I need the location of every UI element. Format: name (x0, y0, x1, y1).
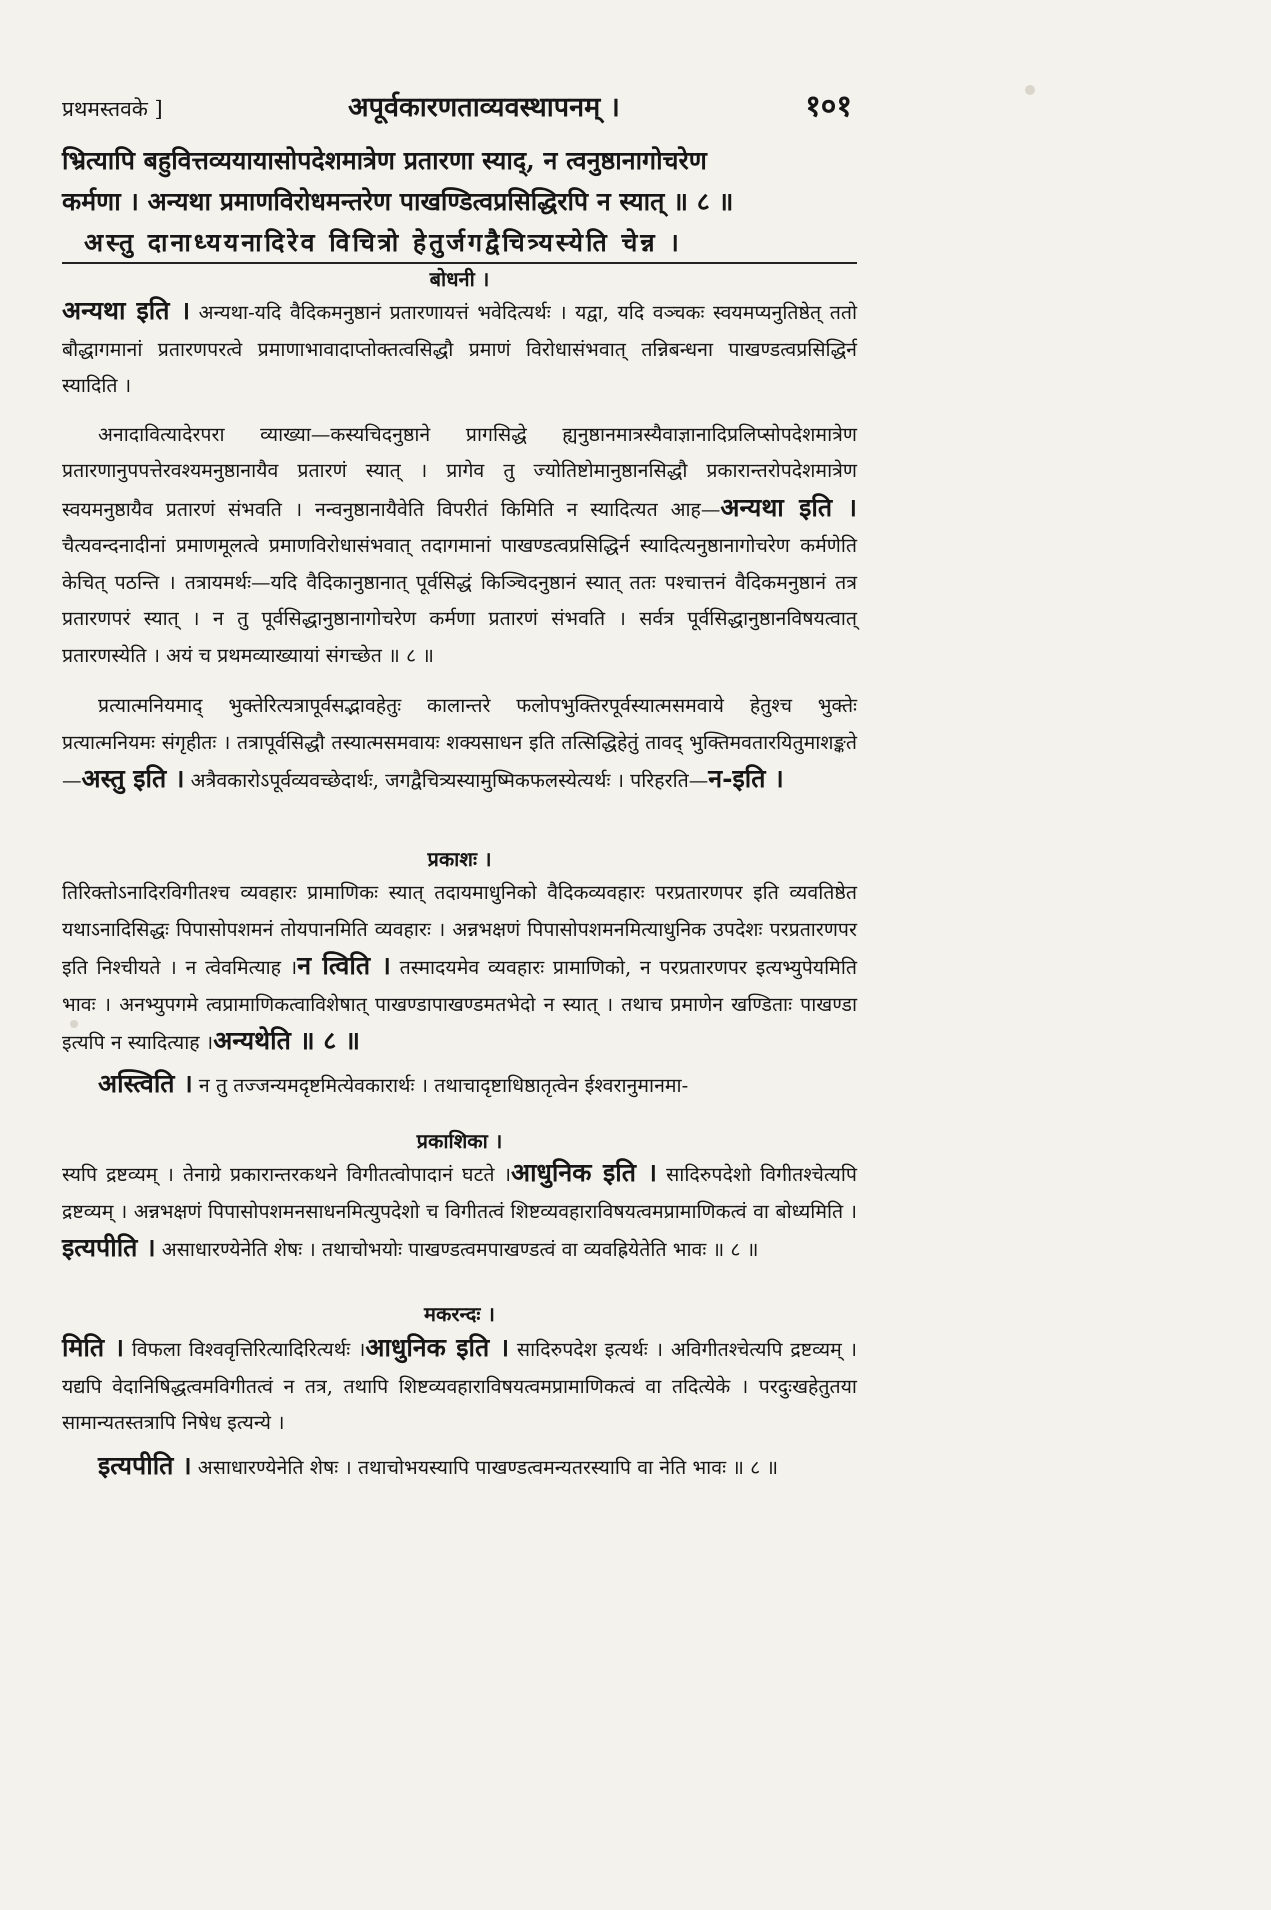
lemma: अन्यथा इति । (720, 492, 857, 522)
lemma: मिति । (62, 1333, 124, 1362)
commentary-paragraph: अस्त्विति । न तु तज्जन्यमदृष्टमित्येवकारार्थः । तथाचादृष्टाधिष्ठातृत्वेन ईश्वरानुमानमा- (98, 1068, 689, 1098)
lemma: न-इति । (708, 764, 784, 793)
commentary-paragraph: इत्यपीति । असाधारण्येनेति शेषः । तथाचोभयस्यापि पाखण्डत्वमन्यतरस्यापि वा नेति भावः ॥ ८ ॥ (98, 1450, 779, 1480)
commentary-paragraph: तिरिक्तोऽनादिरविगीतश्च व्यवहारः प्रामाणिकः स्यात् तदायमाधुनिको वैदिकव्यवहारः परप्रतारणपर इति व्यवतिष्ठेत यथाऽनादिसिद्धः पिपासोपशमनं तोयपानमिति व्यवहारः । अन्नभक्षणं पिपासोपशमनमित्याधुनिक उपदेशः परप्रतारणपर इति निश्चीयते । न त्वेवमित्याह ।न त्विति । तस्मादयमेव व्यवहारः प्रामाणिको, न परप्रतारणपर इत्यभ्युपेयमिति भावः । अनभ्युपगमे त्वप्रामाणिकत्वाविशेषात् पाखण्डापाखण्डमतभेदो न स्यात् । तथाच प्रमाणेन खण्डिताः पाखण्डा इत्यपि न स्यादित्याह ।अन्यथेति ॥ ८ ॥ (62, 881, 857, 1055)
prakashika-commentary (62, 1155, 857, 1269)
lemma: अस्त्विति । (98, 1068, 193, 1098)
prakashika-heading: प्रकाशिका । (416, 1129, 503, 1153)
lemma: आधुनिक इति । (510, 1158, 658, 1187)
paper-spot (1025, 85, 1035, 95)
makaranda-commentary (62, 1330, 857, 1486)
commentary-paragraph: अन्यथा इति । अन्यथा-यदि वैदिकमनुष्ठानं प्रतारणायत्तं भवेदित्यर्थः । यद्वा, यदि वञ्चकः स्वयमप्यनुतिष्ठेत् ततो बौद्धागमानां प्रतारणपरत्वे प्रमाणाभावादाप्तोक्तत्वसिद्धौ प्रमाणं विरोधासंभवात् तन्निबन्धना पाखण्डत्वप्रसिद्धिर्न स्यादिति । (62, 296, 857, 397)
section-divider (62, 262, 857, 264)
lemma: अन्यथेति ॥ ८ ॥ (213, 1026, 360, 1055)
prakasha-heading: प्रकाशः । (427, 847, 492, 871)
commentary-paragraph: अनादावित्यादेरपरा व्याख्या—कस्यचिदनुष्ठाने प्रागसिद्धे ह्यनुष्ठानमात्रस्यैवाज्ञानादिप्रलिप्सोपदेशमात्रेण प्रतारणानुपपत्तेरवश्यमनुष्ठानायैव प्रतारणं स्यात् । प्रागेव तु ज्योतिष्टोमानुष्ठानसिद्धौ प्रकारान्तरोपदेशमात्रेण स्वयमनुष्ठायैव प्रतारणं संभवति । नन्वनुष्ठानायैवेति विपरीतं किमिति न स्यादित्यत आह—अन्यथा इति । चैत्यवन्दनादीनां प्रमाणमूलत्वे प्रमाणविरोधासंभवात् तदागमानां पाखण्डत्वप्रसिद्धिर्न स्यादित्यनुष्ठानागोचरेण कर्मणेति केचित् पठन्ति । तत्रायमर्थः—यदि वैदिकानुष्ठानात् पूर्वसिद्धं किञ्चिदनुष्ठानं स्यात् ततः पश्चात्तनं वैदिकमनुष्ठानं तत्र प्रतारणपरं स्यात् । न तु पूर्वसिद्धानुष्ठानागोचरेण कर्मणा प्रतारणं संभवति । सर्वत्र पूर्वसिद्धानुष्ठानविषयत्वात् प्रतारणस्येति । अयं च प्रथमव्याख्यायां संगच्छेत ॥ ८ ॥ (62, 422, 857, 667)
commentary-paragraph: प्रत्यात्मनियमाद् भुक्तेरित्यत्रापूर्वसद्भावहेतुः कालान्तरे फलोपभुक्तिरपूर्वस्यात्मसमवाये हेतुश्च भुक्तेः प्रत्यात्मनियमः संगृहीतः । तत्रापूर्वसिद्धौ तस्यात्मसमवायः शक्यसाधन इति तत्सिद्धिहेतुं तावद् भुक्तिमवतारयितुमाशङ्कते—अस्तु इति । अत्रैवकारोऽपूर्वव्यवच्छेदार्थः, जगद्वैचित्र्यस्यामुष्मिकफलस्येत्यर्थः । परिहरति—न-इति । (62, 694, 857, 793)
chapter-label: प्रथमस्तवके ] (62, 97, 163, 121)
page-number: १०१ (805, 89, 852, 124)
lemma: न त्विति । (297, 951, 391, 980)
root-text (62, 140, 862, 263)
lemma: अन्यथा इति । (62, 296, 191, 325)
root-text-line: कर्मणा । अन्यथा प्रमाणविरोधमन्तरेण पाखण्डित्वप्रसिद्धिरपि न स्यात् ॥ ८ ॥ (62, 187, 734, 216)
commentary-paragraph: मिति । विफला विश्ववृत्तिरित्यादिरित्यर्थः ।आधुनिक इति । सादिरुपदेश इत्यर्थः । अविगीतश्चेत्यपि द्रष्टव्यम् । यद्यपि वेदानिषिद्धत्वमविगीतत्वं न तत्र, तथापि शिष्टव्यवहाराविषयत्वमप्रामाणिकत्वं वा तदित्येके । परदुःखहेतुतया सामान्यतस्तत्रापि निषेध इत्यन्ये । (62, 1333, 858, 1434)
running-header (62, 84, 852, 125)
prakasha-commentary (62, 875, 857, 1104)
root-text-line: अस्तु दानाध्ययनादिरेव विचित्रो हेतुर्जगद्वैचित्र्यस्येति चेन्न । (84, 228, 682, 257)
bodhani-commentary (62, 293, 857, 800)
bodhani-heading: बोधनी । (429, 267, 490, 291)
lemma: अस्तु इति । (81, 764, 185, 793)
root-text-line: भ्रित्यापि बहुवित्तव्ययायासोपदेशमात्रेण प्रतारणा स्याद्, न त्वनुष्ठानागोचरेण (62, 146, 707, 175)
lemma: इत्यपीति । (62, 1233, 156, 1262)
commentary-paragraph: स्यपि द्रष्टव्यम् । तेनाग्रे प्रकारान्तरकथने विगीतत्वोपादानं घटते ।आधुनिक इति । सादिरुपदेशो विगीतश्चेत्यपि द्रष्टव्यम् । अन्नभक्षणं पिपासोपशमनसाधनमित्युपदेशो च विगीतत्वं शिष्टव्यवहाराविषयत्वमप्रामाणिकत्वं वा बोध्यमिति ।इत्यपीति । असाधारण्येनेति शेषः । तथाचोभयोः पाखण्डत्वमपाखण्डत्वं वा व्यवह्रियेतेति भावः ॥ ८ ॥ (62, 1158, 857, 1262)
page-title: अपूर्वकारणताव्यवस्थापनम् । (348, 92, 620, 123)
lemma: आधुनिक इति । (365, 1333, 510, 1362)
lemma: इत्यपीति । (98, 1450, 192, 1480)
makaranda-heading: मकरन्दः । (424, 1302, 495, 1326)
